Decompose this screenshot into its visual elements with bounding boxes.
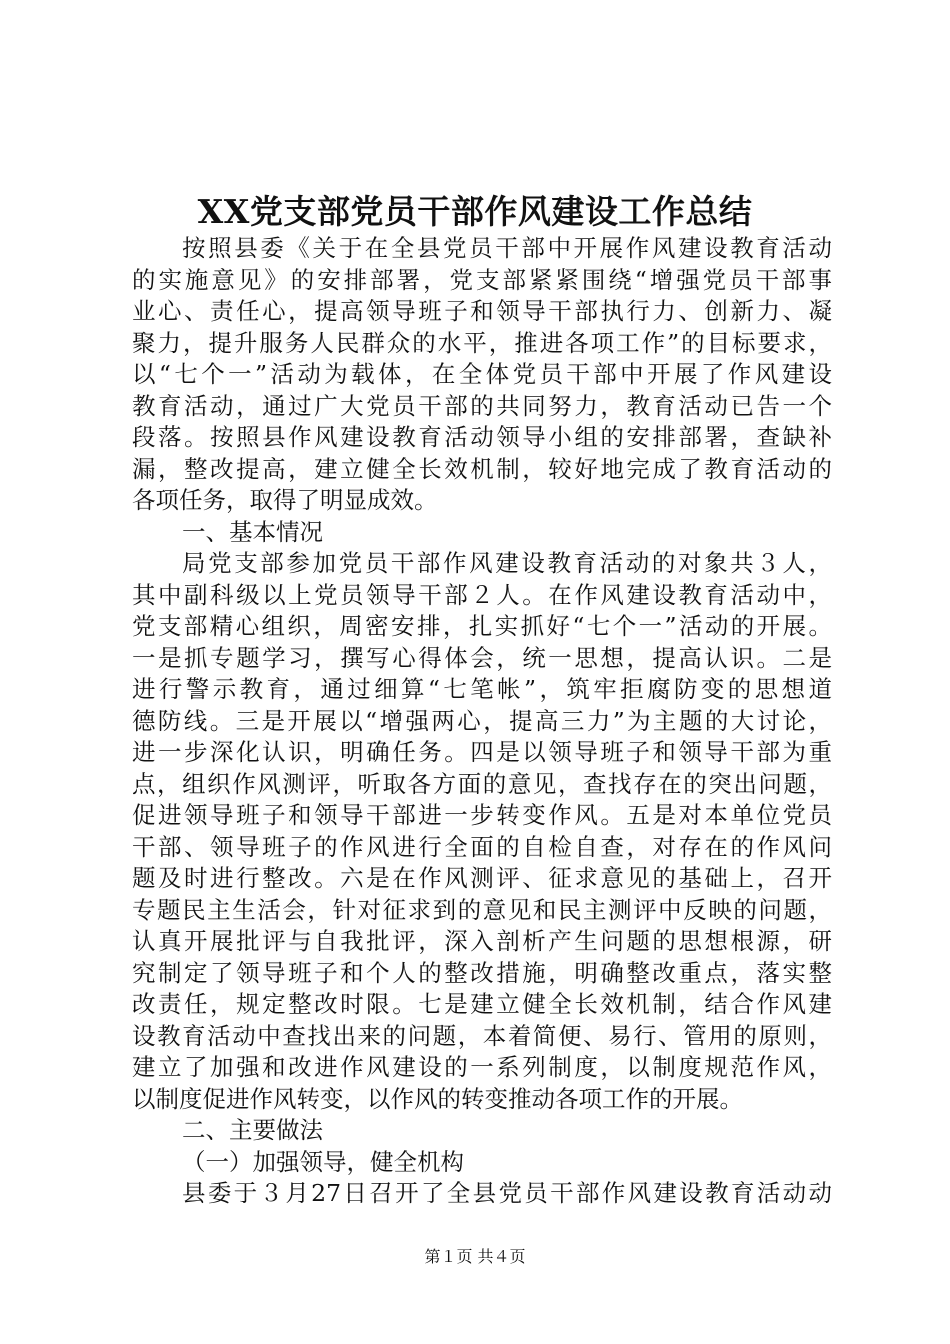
paragraph-line: 促进领导班子和领导干部进一步转变作风。五是对本单位党员 — [132, 801, 832, 829]
paragraph-line: 究制定了领导班子和个人的整改措施，明确整改重点，落实整 — [132, 958, 832, 987]
paragraph-line: 一是抓专题学习，撰写心得体会，统一思想，提高认识。二是 — [132, 643, 832, 672]
paragraph-line: 改责任，规定整改时限。七是建立健全长效机制，结合作风建 — [132, 990, 832, 1018]
document-body — [132, 233, 832, 1210]
paragraph-line: 县委于３月27日召开了全县党员干部作风建设教育活动动 — [182, 1179, 832, 1207]
paragraph-line: 各项任务，取得了明显成效。 — [132, 486, 438, 514]
paragraph-line: 局党支部参加党员干部作风建设教育活动的对象共３人， — [182, 549, 832, 577]
paragraph-line: 的实施意见》的安排部署，党支部紧紧围绕“增强党员干部事 — [132, 265, 832, 294]
paragraph-line: 设教育活动中查找出来的问题，本着简便、易行、管用的原则， — [132, 1021, 832, 1050]
section-heading: 二、主要做法 — [182, 1116, 323, 1144]
paragraph-line: 党支部精心组织，周密安排，扎实抓好“七个一”活动的开展。 — [132, 612, 832, 640]
paragraph-line: 专题民主生活会，针对征求到的意见和民主测评中反映的问题， — [132, 895, 832, 924]
document-title: XX党支部党员干部作风建设工作总结 — [197, 192, 753, 231]
paragraph-line: 按照县委《关于在全县党员干部中开展作风建设教育活动 — [182, 234, 832, 262]
paragraph-line: 点，组织作风测评，听取各方面的意见，查找存在的突出问题， — [132, 769, 832, 798]
section-heading: 一、基本情况 — [182, 517, 323, 546]
paragraph-line: 段落。按照县作风建设教育活动领导小组的安排部署，查缺补 — [132, 423, 832, 451]
paragraph-line: 进行警示教育，通过细算“七笔帐”，筑牢拒腐防变的思想道 — [132, 675, 832, 703]
paragraph-line: 干部、领导班子的作风进行全面的自检自查，对存在的作风问 — [132, 832, 832, 861]
paragraph-line: 以制度促进作风转变，以作风的转变推动各项工作的开展。 — [132, 1084, 743, 1113]
paragraph-line: 题及时进行整改。六是在作风测评、征求意见的基础上，召开 — [132, 864, 832, 892]
paragraph-line: 德防线。三是开展以“增强两心，提高三力”为主题的大讨论， — [132, 706, 832, 735]
paragraph-line: 漏，整改提高，建立健全长效机制，较好地完成了教育活动的 — [132, 454, 832, 483]
paragraph-line: 业心、责任心，提高领导班子和领导干部执行力、创新力、凝 — [132, 297, 832, 325]
paragraph-line: 其中副科级以上党员领导干部２人。在作风建设教育活动中， — [132, 580, 832, 609]
paragraph-line: 认真开展批评与自我批评，深入剖析产生问题的思想根源，研 — [132, 927, 832, 955]
page-footer: 第１页 共４页 — [424, 1247, 526, 1266]
paragraph-line: 建立了加强和改进作风建设的一系列制度，以制度规范作风， — [132, 1053, 832, 1081]
paragraph-line: 教育活动，通过广大党员干部的共同努力，教育活动已告一个 — [132, 391, 832, 420]
paragraph-line: 进一步深化认识，明确任务。四是以领导班子和领导干部为重 — [132, 738, 832, 766]
paragraph-line: 以“七个一”活动为载体，在全体党员干部中开展了作风建设 — [132, 360, 832, 388]
paragraph-line: 聚力，提升服务人民群众的水平，推进各项工作”的目标要求， — [132, 328, 832, 357]
subsection-heading: （一）加强领导，健全机构 — [182, 1147, 464, 1176]
